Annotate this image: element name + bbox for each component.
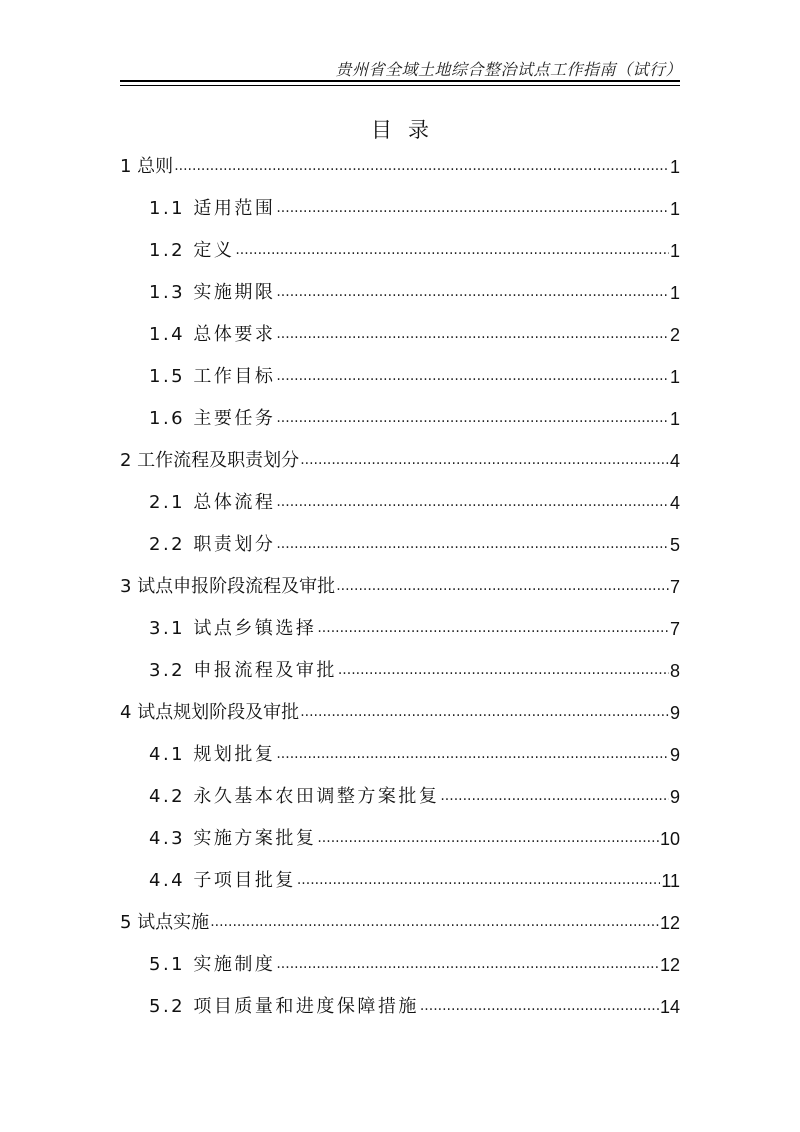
toc-leader-dots [338, 660, 669, 680]
toc-entry[interactable] [120, 573, 680, 599]
toc-entry[interactable] [149, 657, 680, 683]
toc-entry-page: 14 [659, 997, 680, 1017]
toc-leader-dots [276, 744, 669, 764]
toc-entry-page: 1 [669, 409, 680, 429]
toc-leader-dots [420, 996, 659, 1016]
toc-leader-dots [317, 828, 659, 848]
toc-leader-dots [276, 324, 669, 344]
toc-leader-dots [276, 954, 659, 974]
toc-entry-label: 4.4 子项目批复 [149, 870, 296, 891]
toc-entry-page: 12 [659, 955, 680, 975]
toc-entry-label: 3.2 申报流程及审批 [149, 660, 337, 681]
toc-entry[interactable] [149, 195, 680, 221]
toc-entry-label: 4 试点规划阶段及审批 [120, 702, 300, 723]
toc-entry[interactable] [149, 867, 680, 893]
toc-leader-dots [440, 786, 669, 806]
toc-entry-label: 5.2 项目质量和进度保障措施 [149, 996, 419, 1017]
toc-leader-dots [210, 912, 659, 932]
toc-entry-label: 4.2 永久基本农田调整方案批复 [149, 786, 440, 807]
toc-leader-dots [276, 282, 669, 302]
toc-entry[interactable] [149, 741, 680, 767]
toc-leader-dots [276, 198, 669, 218]
toc-entry-page: 4 [669, 493, 680, 513]
toc-entry[interactable] [149, 237, 680, 263]
toc-entry-page: 9 [669, 745, 680, 765]
toc-entry[interactable] [120, 153, 680, 179]
toc-entry[interactable] [149, 783, 680, 809]
toc-entry-label: 1.6 主要任务 [149, 408, 276, 429]
toc-entry-label: 4.3 实施方案批复 [149, 828, 317, 849]
toc-entry-page: 11 [661, 871, 680, 891]
toc-entry[interactable] [149, 363, 680, 389]
toc-leader-dots [300, 702, 669, 722]
toc-entry-label: 3 试点申报阶段流程及审批 [120, 576, 336, 597]
toc-entry-page: 1 [669, 283, 680, 303]
toc-entry[interactable] [149, 993, 680, 1019]
toc-leader-dots [174, 156, 669, 176]
toc-entry-label: 1.4 总体要求 [149, 324, 276, 345]
toc-entry-label: 5.1 实施制度 [149, 954, 276, 975]
toc-leader-dots [336, 576, 669, 596]
toc-entry[interactable] [149, 615, 680, 641]
toc-entry[interactable] [149, 825, 680, 851]
toc-leader-dots [276, 408, 669, 428]
toc-entry-label: 2 工作流程及职责划分 [120, 450, 300, 471]
toc-leader-dots [300, 450, 669, 470]
toc-entry[interactable] [149, 489, 680, 515]
toc-entry[interactable] [120, 699, 680, 725]
toc-entry-label: 4.1 规划批复 [149, 744, 276, 765]
toc-leader-dots [317, 618, 669, 638]
header-rule-thick [120, 80, 680, 82]
toc-entry[interactable] [149, 279, 680, 305]
toc-entry-page: 7 [669, 577, 680, 597]
toc-entry-page: 1 [669, 157, 680, 177]
toc-entry-page: 1 [669, 199, 680, 219]
toc-entry-page: 8 [669, 661, 680, 681]
running-header: 贵州省全域土地综合整治试点工作指南（试行） [335, 60, 682, 79]
toc-entry-page: 4 [669, 451, 680, 471]
toc-entry-label: 1 总则 [120, 156, 174, 177]
toc-entry-page: 1 [669, 241, 680, 261]
toc-entry[interactable] [149, 405, 680, 431]
toc-entry[interactable] [120, 447, 680, 473]
toc-entry-label: 3.1 试点乡镇选择 [149, 618, 317, 639]
toc-entry-label: 2.1 总体流程 [149, 492, 276, 513]
toc-title: 目录 [371, 118, 445, 142]
toc-entry-page: 5 [669, 535, 680, 555]
toc-entry[interactable] [149, 951, 680, 977]
toc-leader-dots [297, 870, 660, 890]
toc-leader-dots [276, 534, 669, 554]
header-rule-thin [120, 85, 680, 86]
toc-entry-label: 1.1 适用范围 [149, 198, 276, 219]
toc-entry-page: 9 [669, 787, 680, 807]
toc-entry-page: 9 [669, 703, 680, 723]
toc-entry-page: 2 [669, 325, 680, 345]
toc-entry[interactable] [149, 531, 680, 557]
toc-leader-dots [276, 366, 669, 386]
toc-entry-label: 1.3 实施期限 [149, 282, 276, 303]
toc-entry-label: 1.2 定义 [149, 240, 235, 261]
toc-entry-page: 7 [669, 619, 680, 639]
toc-entry-page: 12 [659, 913, 680, 933]
toc-entry[interactable] [149, 321, 680, 347]
toc-entry-page: 10 [659, 829, 680, 849]
toc-entry-label: 1.5 工作目标 [149, 366, 276, 387]
toc-entry[interactable] [120, 909, 680, 935]
toc-leader-dots [276, 492, 669, 512]
toc-entry-page: 1 [669, 367, 680, 387]
toc-entry-label: 2.2 职责划分 [149, 534, 276, 555]
toc-leader-dots [235, 240, 669, 260]
toc-entry-label: 5 试点实施 [120, 912, 210, 933]
